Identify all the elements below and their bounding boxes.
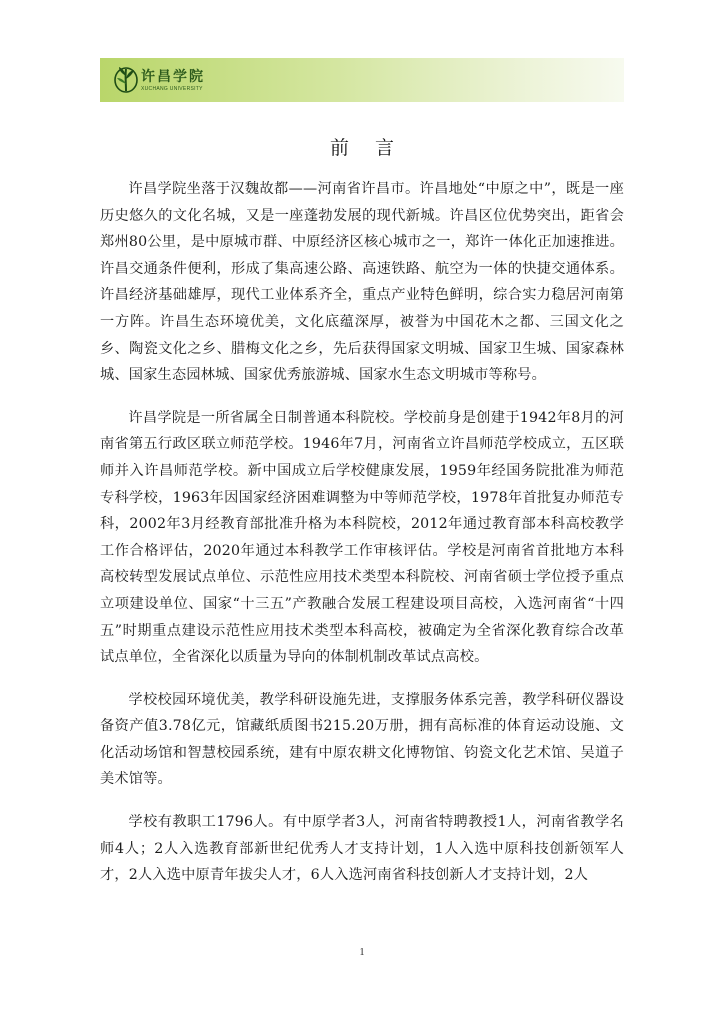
- logo-subtitle: XUCHANG UNIVERSITY: [141, 86, 203, 92]
- page-title: 前 言: [329, 137, 405, 159]
- leaf-emblem-icon: [113, 64, 139, 94]
- logo-name: 许昌学院: [141, 69, 205, 85]
- paragraph: 许昌学院坐落于汉魏故都——河南省许昌市。许昌地处“中原之中”，既是一座历史悠久的文化名城，又是一座蓬勃发展的现代新城。许昌区位优势突出，距省会郑州80公里，是中原城市群、中原经济区核心城市之一，郑许一体化正加速推进。许昌交通条件便利，形成了集高速公路、高速铁路、航空为一体的快捷交通体系。许昌经济基础雄厚，现代工业体系齐全，重点产业特色鲜明，综合实力稳居河南第一方阵。许昌生态环境优美，文化底蕴深厚，被誉为中国花木之都、三国文化之乡、陶瓷文化之乡、腊梅文化之乡，先后获得国家文明城、国家卫生城、国家森林城、国家生态园林城、国家优秀旅游城、国家水生态文明城市等称号。: [100, 181, 624, 384]
- paragraph: 许昌学院是一所省属全日制普通本科院校。学校前身是创建于1942年8月的河南省第五行政区联立师范学校。1946年7月，河南省立许昌师范学校成立，五区联师并入许昌师范学校。新中国成立后学校健康发展，1959年经国务院批准为师范专科学校，1963年因国家经济困难调整为中等师范学校，1978年首批复办师范专科，2002年3月经教育部批准升格为本科院校，2012年通过教育部本科高校教学工作合格评估，2020年通过本科教学工作审核评估。学校是河南省首批地方本科高校转型发展试点单位、示范性应用技术类型本科院校、河南省硕士学位授予重点立项建设单位、国家“十三五”产教融合发展工程建设项目高校，入选河南省“十四五”时期重点建设示范性应用技术类型本科高校，被确定为全省深化教育综合改革试点单位，全省深化以质量为导向的体制机制改革试点高校。: [100, 409, 624, 666]
- paragraph: 学校有教职工1796人。有中原学者3人，河南省特聘教授1人，河南省教学名师4人；2人入选教育部新世纪优秀人才支持计划，1人入选中原科技创新领军人才，2人入选中原青年拔尖人才，6人入选河南省科技创新人才支持计划，2人: [100, 814, 624, 884]
- paragraph: 学校校园环境优美，教学科研设施先进，支撑服务体系完善，教学科研仪器设备资产值3.78亿元，馆藏纸质图书215.20万册，拥有高标准的体育运动设施、文化活动场馆和智慧校园系统，建有中原农耕文化博物馆、钧瓷文化艺术馆、吴道子美术馆等。: [100, 691, 624, 788]
- page-number: 1: [359, 947, 365, 958]
- document-body: [100, 176, 624, 905]
